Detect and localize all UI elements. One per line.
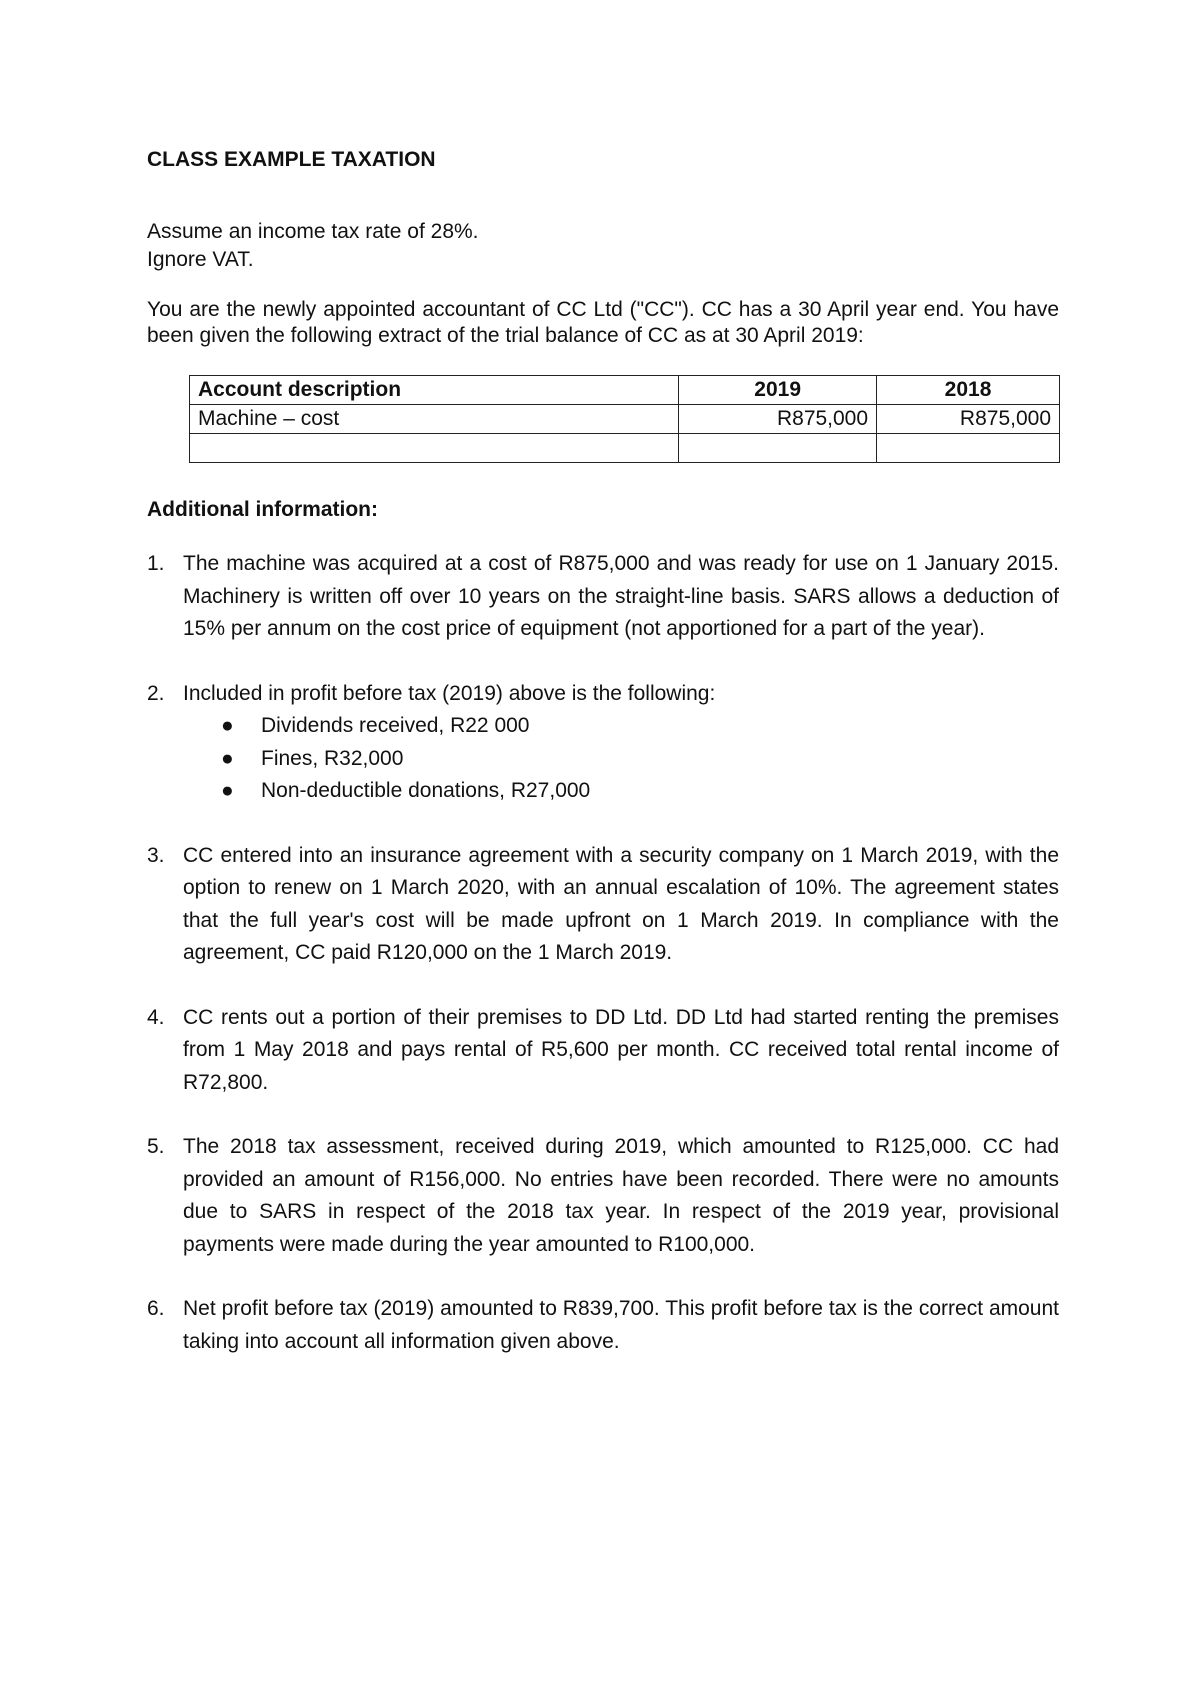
bullet-icon: ● xyxy=(221,714,234,737)
column-header: Account description xyxy=(190,376,679,405)
item-text: Included in profit before tax (2019) above is the following: xyxy=(183,681,716,705)
document-title: CLASS EXAMPLE TAXATION xyxy=(147,148,436,171)
table-header-row xyxy=(190,376,1060,405)
table-cell: Machine – cost xyxy=(190,405,679,434)
intro-line: Ignore VAT. xyxy=(147,248,254,271)
table-row xyxy=(190,405,1060,434)
bullet-icon: ● xyxy=(221,779,234,802)
item-number: 3. xyxy=(147,843,165,867)
item-number: 1. xyxy=(147,552,165,575)
item-number: 2. xyxy=(147,681,165,705)
table-cell: R875,000 xyxy=(877,405,1060,434)
table-row xyxy=(190,434,1060,463)
column-header: 2019 xyxy=(679,376,877,405)
item-number: 5. xyxy=(147,1135,165,1158)
bullet-item xyxy=(221,775,1059,808)
intro-block xyxy=(147,218,1059,274)
bullet-text: Dividends received, R22 000 xyxy=(261,714,530,737)
list-item xyxy=(147,548,1059,646)
table-cell: R875,000 xyxy=(679,405,877,434)
table-cell xyxy=(679,434,877,463)
bullet-icon: ● xyxy=(221,746,234,770)
item-text: Net profit before tax (2019) amounted to R839,700. This profit before tax is the correct amount taking into account all information given above. xyxy=(183,1297,1059,1353)
trial-balance-table xyxy=(189,375,1060,463)
intro-paragraph: You are the newly appointed accountant of CC Ltd ("CC"). CC has a 30 April year end. You have been given the following extract of the trial balance of CC as at 30 April 2019: xyxy=(147,298,1059,347)
item-number: 6. xyxy=(147,1297,165,1320)
bullet-item xyxy=(221,743,1059,776)
list-item xyxy=(147,678,1059,808)
list-item xyxy=(147,1002,1059,1100)
item-text: The 2018 tax assessment, received during 2019, which amounted to R125,000. CC had provided an amount of R156,000. No entries have been recorded. There were no amounts due to SARS in respect of the 2018 tax year. In respect of the 2019 year, provisional payments were made during the year amounted to R100,000. xyxy=(183,1135,1059,1256)
list-item xyxy=(147,1293,1059,1358)
additional-info-list xyxy=(147,548,1059,1358)
additional-info-heading: Additional information: xyxy=(147,498,378,521)
list-item xyxy=(147,1131,1059,1261)
item-text: CC rents out a portion of their premises to DD Ltd. DD Ltd had started renting the premises from 1 May 2018 and pays rental of R5,600 per month. CC received total rental income of R72,800. xyxy=(183,1005,1059,1094)
bullet-text: Non-deductible donations, R27,000 xyxy=(261,779,591,802)
intro-line: Assume an income tax rate of 28%. xyxy=(147,220,479,243)
item-text: CC entered into an insurance agreement with a security company on 1 March 2019, with the option to renew on 1 March 2020, with an annual escalation of 10%. The agreement states that the full year's cost will be made upfront on 1 March 2019. In compliance with the agreement, CC paid R120,000 on the 1 March 2019. xyxy=(183,843,1059,964)
bullet-list xyxy=(183,710,1059,808)
table-cell xyxy=(190,434,679,463)
item-text: The machine was acquired at a cost of R875,000 and was ready for use on 1 January 2015. Machinery is written off over 10 years on the straight-line basis. SARS allows a deduction of 15% per annum on the cost price of equipment (not apportioned for a part of the year). xyxy=(183,552,1059,640)
document-content xyxy=(147,146,1059,1390)
column-header: 2018 xyxy=(877,376,1060,405)
item-number: 4. xyxy=(147,1005,165,1029)
bullet-text: Fines, R32,000 xyxy=(261,746,404,770)
list-item xyxy=(147,840,1059,970)
table-cell xyxy=(877,434,1060,463)
bullet-item xyxy=(221,710,1059,743)
